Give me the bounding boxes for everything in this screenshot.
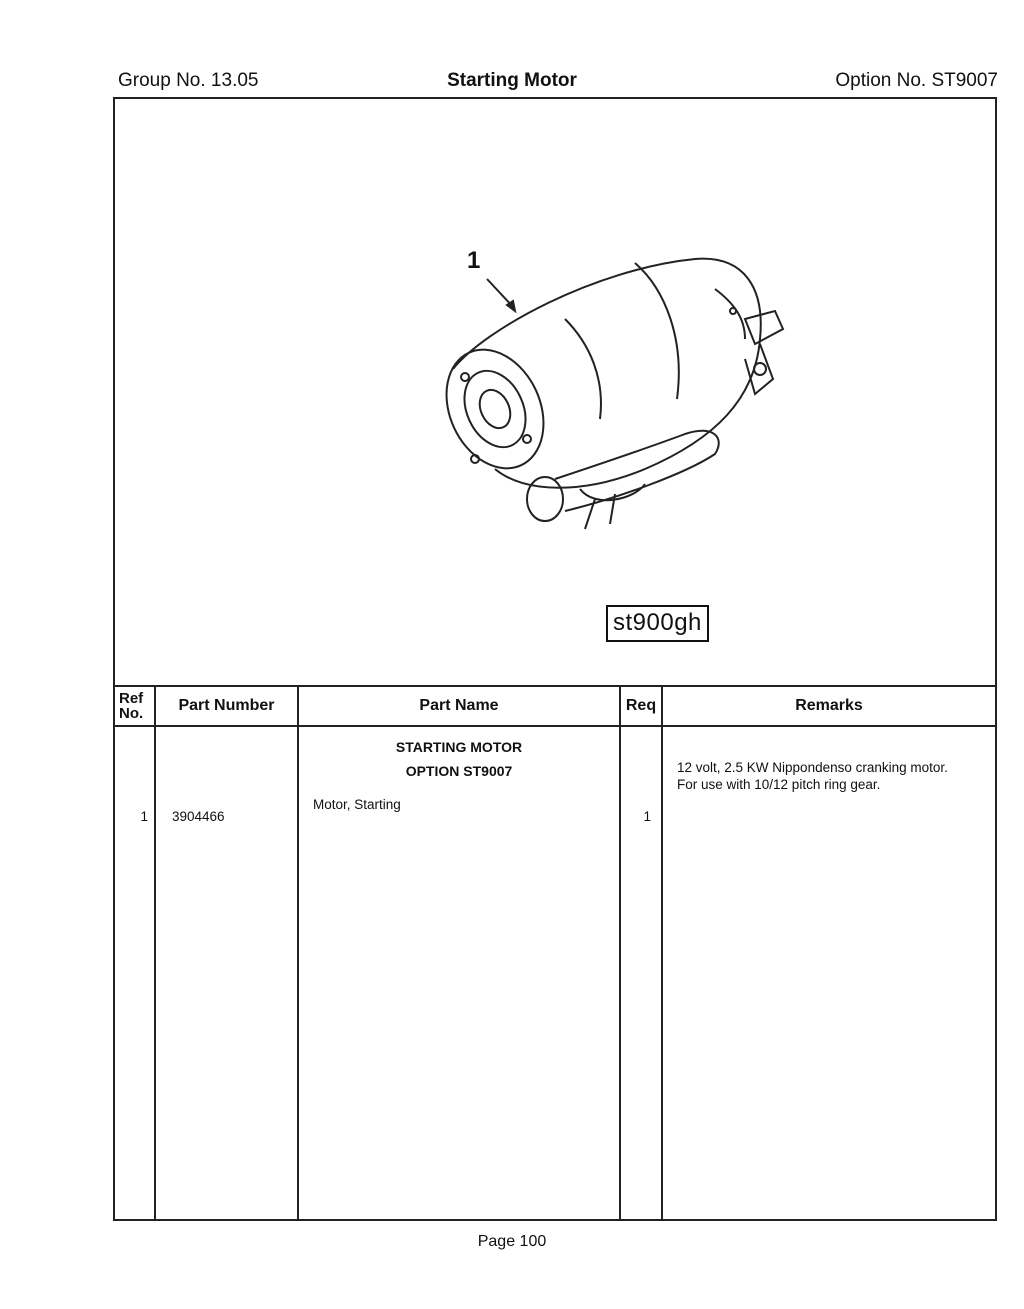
column-header-part-name: Part Name <box>298 686 620 726</box>
page-number: Page 100 <box>477 1233 547 1250</box>
starter-motor-drawing <box>415 249 795 539</box>
callout-number: 1 <box>467 247 481 274</box>
page-title: Starting Motor <box>447 70 577 91</box>
column-header-part-number: Part Number <box>155 686 298 726</box>
remarks-line: 12 volt, 2.5 KW Nippondenso cranking motor. <box>677 760 948 775</box>
table-row <box>115 726 995 1221</box>
group-number: Group No. 13.05 <box>118 70 259 91</box>
column-header-req: Req <box>620 686 662 726</box>
parts-table <box>115 685 995 1221</box>
section-title: STARTING MOTOR <box>395 739 523 755</box>
req-cell: 1 <box>620 726 662 1221</box>
ref-number-cell: 1 <box>115 726 155 1221</box>
column-header-ref: Ref No. <box>115 686 155 726</box>
remarks-line: For use with 10/12 pitch ring gear. <box>677 777 881 792</box>
part-number-cell: 3904466 <box>155 726 298 1221</box>
parts-frame <box>113 97 997 1221</box>
part-name-cell <box>298 726 620 1221</box>
remarks-cell <box>662 726 995 1221</box>
illustration-area <box>115 99 995 685</box>
section-option: OPTION ST9007 <box>405 763 513 779</box>
parts-table-wrap <box>115 685 995 1221</box>
column-header-remarks: Remarks <box>662 686 995 726</box>
table-header-row <box>115 686 995 726</box>
diagram-code-box: st900gh <box>606 605 709 642</box>
part-name-value: Motor, Starting <box>313 797 401 812</box>
option-number: Option No. ST9007 <box>835 70 998 91</box>
